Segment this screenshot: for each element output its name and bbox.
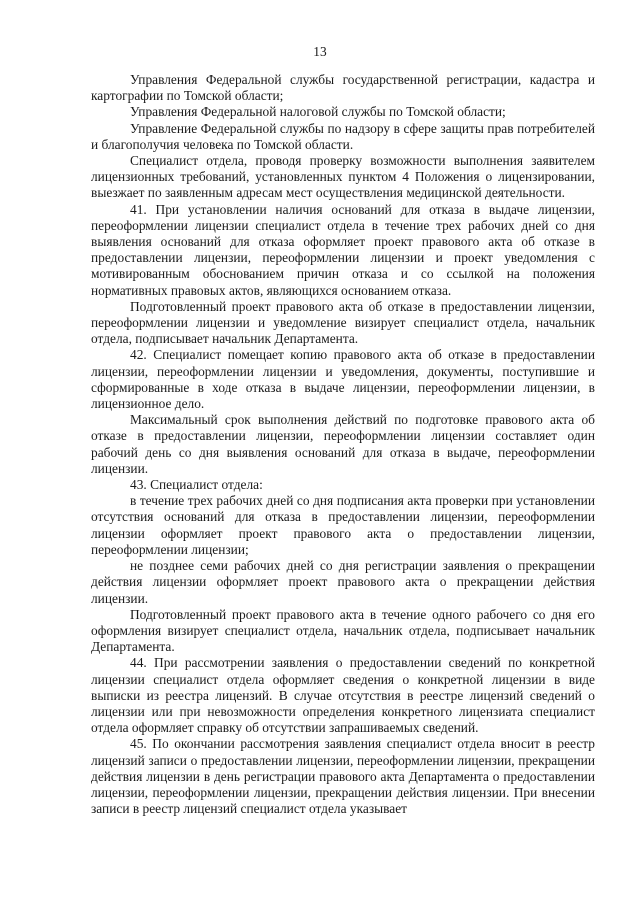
paragraph-rospotrebnadzor: Управление Федеральной службы по надзору в сфере защиты прав потребителей и благополучия человека по Томской области. xyxy=(91,120,595,152)
paragraph-43-three-days: в течение трех рабочих дней со дня подписания акта проверки при установлении отсутствия оснований для отказа в предоставлении лицензии, переоформлении лицензии оформляет проект правового акта о предоставлении лицензии, переоформлении лицензии; xyxy=(91,493,595,557)
paragraph-43-approval: Подготовленный проект правового акта в течение одного рабочего со дня его оформления визирует специалист отдела, начальник отдела, подписывает начальник Департамента. xyxy=(91,606,595,655)
paragraph-41-approval: Подготовленный проект правового акта об отказе в предоставлении лицензии, переоформлении лицензии и уведомление визирует специалист отдела, начальник отдела, подписывает начальник Департамента. xyxy=(91,298,595,347)
paragraph-site-inspection: Специалист отдела, проводя проверку возможности выполнения заявителем лицензионных требований, установленных пунктом 4 Положения о лицензировании, выезжает по заявленным адресам мест осуществления медицинской деятельности. xyxy=(91,153,595,201)
paragraph-rosreestr: Управления Федеральной службы государственной регистрации, кадастра и картографии по Томской области; xyxy=(91,72,595,104)
paragraph-42-deadline: Максимальный срок выполнения действий по подготовке правового акта об отказе в предоставлении лицензии, переоформлении лицензии составляет один рабочий день со дня выявления оснований для отказа в выдаче, переоформлении лицензии. xyxy=(91,412,595,476)
paragraph-45: 45. По окончании рассмотрения заявления специалист отдела вносит в реестр лицензий записи о предоставлении лицензии, переоформлении лицензии, прекращении действия лицензии в день регистрации правового акта Департамента о предоставлении лицензии, переоформлении лицензии, прекращении действия лицензии. При внесении записи в реестр лицензий специалист отдела указывает xyxy=(91,736,595,817)
paragraph-44: 44. При рассмотрении заявления о предоставлении сведений по конкретной лицензии специалист отдела оформляет сведения о конкретной лицензии в виде выписки из реестра лицензий. В случае отсутствия в реестре лицензий сведений о лицензии или при невозможности определения конкретного лицензиата специалист отдела оформляет справку об отсутствии запрашиваемых сведений. xyxy=(91,655,595,736)
page-number: 13 xyxy=(313,44,327,59)
paragraph-tax-service: Управления Федеральной налоговой службы по Томской области; xyxy=(130,104,506,120)
paragraph-43-seven-days: не позднее семи рабочих дней со дня регистрации заявления о прекращении действия лицензии оформляет проект правового акта о прекращении действия лицензии. xyxy=(91,558,595,606)
paragraph-41: 41. При установлении наличия оснований для отказа в выдаче лицензии, переоформлении лицензии специалист отдела в течение трех рабочих дней со дня выявления оснований для отказа оформляет проект правового акта об отказе в предоставлении лицензии, переоформлении лицензии и проект уведомления с мотивированным обоснованием причин отказа и со ссылкой на положения нормативных правовых актов, являющихся основанием отказа. xyxy=(91,201,595,298)
paragraph-42: 42. Специалист помещает копию правового акта об отказе в предоставлении лицензии, переоформлении лицензии и уведомления, документы, поступившие и сформированные в ходе отказа в выдаче лицензии, переоформлении лицензии, в лицензионное дело. xyxy=(91,347,595,412)
document-body xyxy=(91,72,595,817)
paragraph-43: 43. Специалист отдела: xyxy=(130,477,263,493)
